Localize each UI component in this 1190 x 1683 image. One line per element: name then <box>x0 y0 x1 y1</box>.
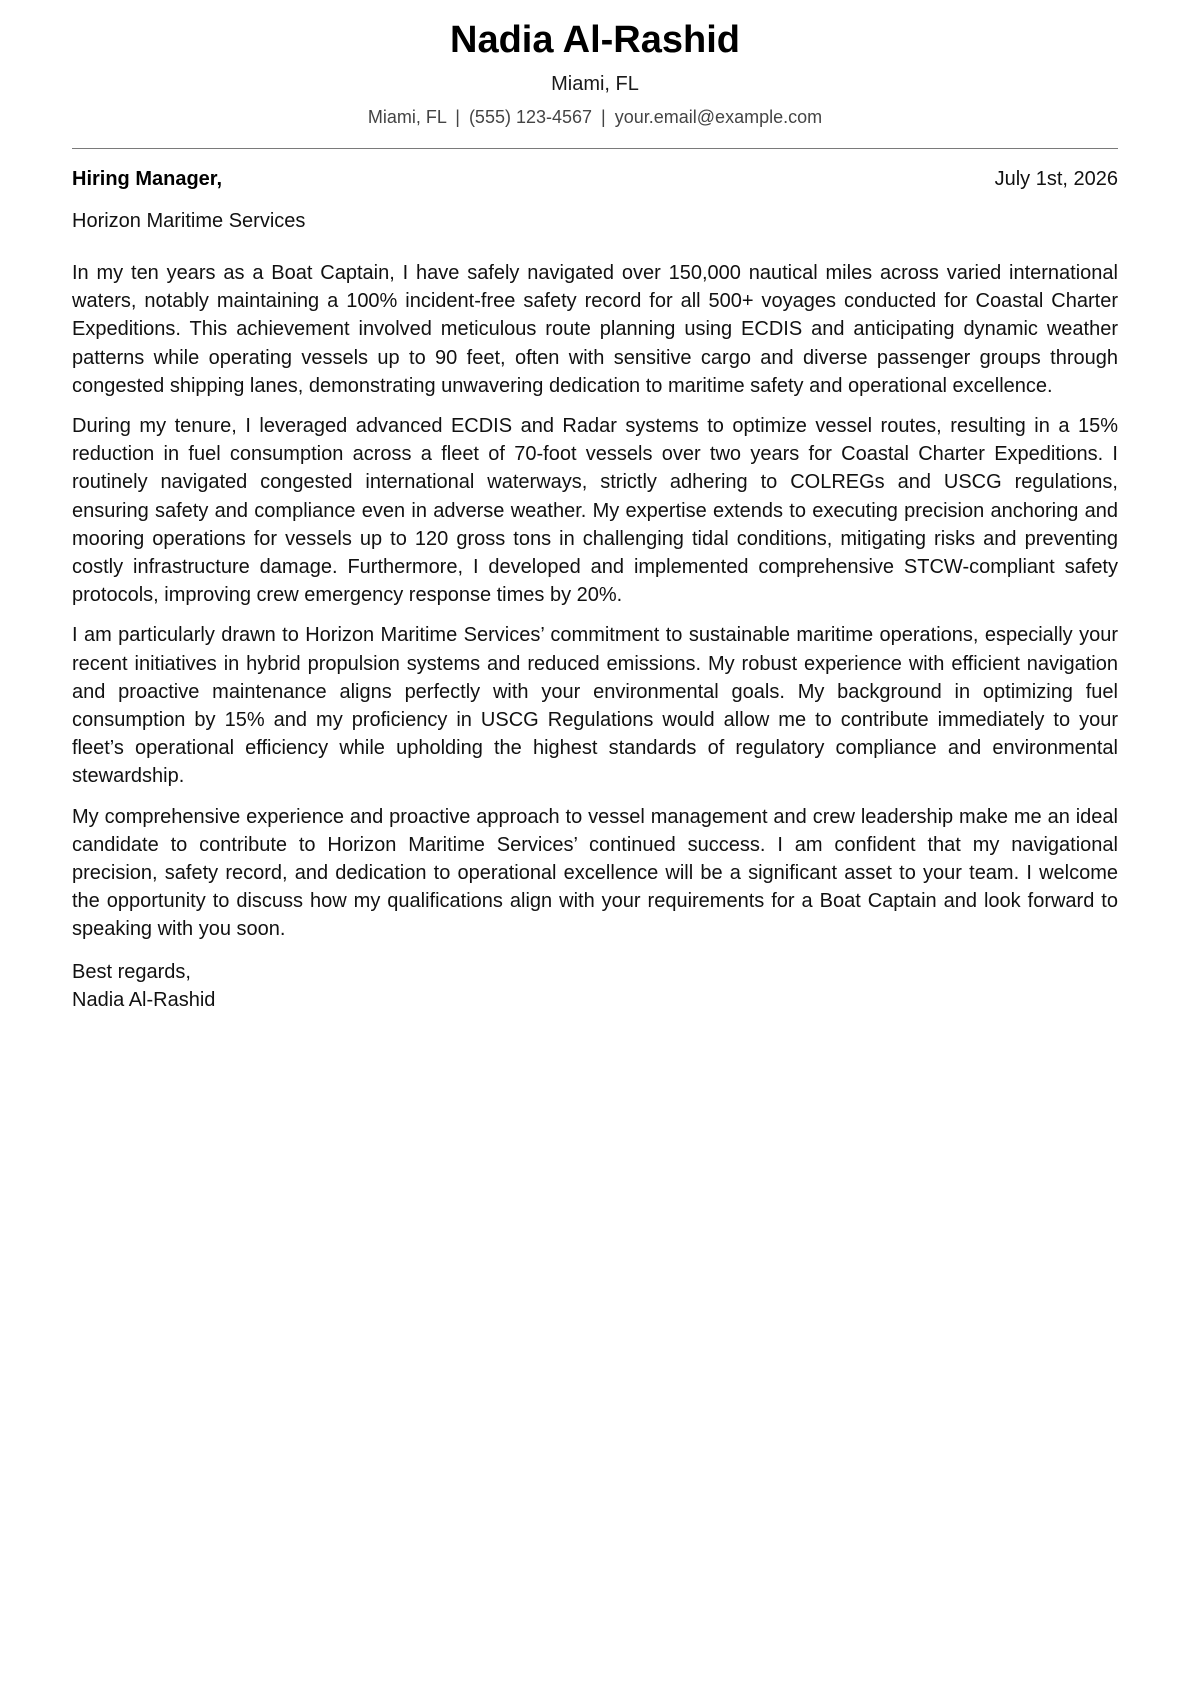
contact-email: your.email@example.com <box>614 107 823 127</box>
header-divider <box>72 148 1118 149</box>
contact-location: Miami, FL <box>367 107 447 127</box>
contact-phone: (555) 123-4567 <box>468 107 593 127</box>
contact-separator: | <box>455 107 460 127</box>
letter-closing <box>72 958 1118 1014</box>
applicant-location: Miami, FL <box>551 73 639 95</box>
contact-line <box>72 104 1118 130</box>
recipient-date-row <box>72 165 1118 193</box>
closing-phrase: Best regards, <box>72 960 191 983</box>
body-paragraph: During my tenure, I leveraged advanced ECDIS and Radar systems to optimize vessel routes, resulting in a 15% reduction in fuel consumption across a fleet of 70-foot vessels over two years for Coastal Charter Expeditions. I routinely navigated congested international waterways, strictly adhering to COLREGs and USCG regulations, ensuring safety and compliance even in adverse weather. My expertise extends to executing precision anchoring and mooring operations for vessels up to 120 gross tons in challenging tidal conditions, mitigating risks and preventing costly infrastructure damage. Furthermore, I developed and implemented comprehensive STCW-compliant safety protocols, improving crew emergency response times by 20%. <box>72 415 1118 607</box>
letter-date: July 1st, 2026 <box>994 168 1118 190</box>
letter-body <box>72 259 1118 944</box>
recipient-salutation: Hiring Manager, <box>72 168 223 190</box>
body-paragraph: I am particularly drawn to Horizon Maritime Services’ commitment to sustainable maritime operations, especially your recent initiatives in hybrid propulsion systems and reduced emissions. My robust experience with efficient navigation and proactive maintenance aligns perfectly with your environmental goals. My background in optimizing fuel consumption by 15% and my proficiency in USCG Regulations would allow me to contribute immediately to your fleet’s operational efficiency while upholding the highest standards of regulatory compliance and environmental stewardship. <box>72 624 1118 788</box>
contact-separator: | <box>601 107 606 127</box>
company-name: Horizon Maritime Services <box>72 210 306 232</box>
letter-header <box>72 0 1118 130</box>
body-paragraph: In my ten years as a Boat Captain, I have safely navigated over 150,000 nautical miles across varied international waters, notably maintaining a 100% incident-free safety record for all 500+ voyages conducted for Coastal Charter Expeditions. This achievement involved meticulous route planning using ECDIS and anticipating dynamic weather patterns while operating vessels up to 90 feet, often with sensitive cargo and diverse passenger groups through congested shipping lanes, demonstrating unwavering dedication to maritime safety and operational excellence. <box>72 262 1118 397</box>
body-paragraph: My comprehensive experience and proactive approach to vessel management and crew leadership make me an ideal candidate to contribute to Horizon Maritime Services’ continued success. I am confident that my navigational precision, safety record, and dedication to operational excellence will be a significant asset to your team. I welcome the opportunity to discuss how my qualifications align with your requirements for a Boat Captain and look forward to speaking with you soon. <box>72 805 1118 941</box>
signature-name: Nadia Al-Rashid <box>72 988 216 1011</box>
applicant-name: Nadia Al-Rashid <box>450 19 740 61</box>
